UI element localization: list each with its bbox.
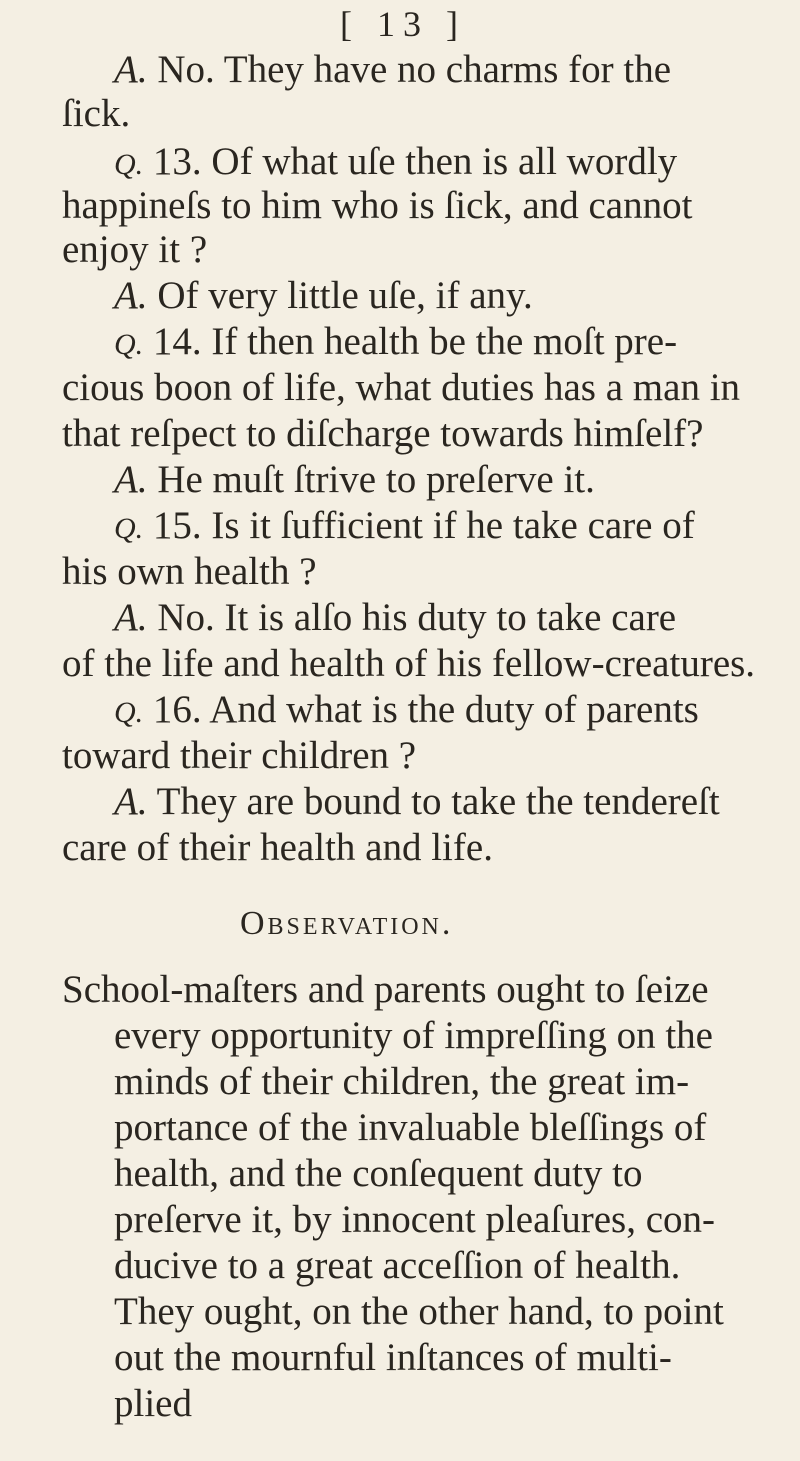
line-text: 15. Is it ſufficient if he take care of [152,504,695,547]
text-line [62,734,416,778]
line-text: minds of their children, the great im- [114,1060,690,1103]
text-line [114,1106,706,1150]
line-text: that reſpect to diſcharge towards himſelf? [62,412,704,455]
text-line [62,412,703,456]
line-text: his own health ? [62,550,317,593]
line-text: enjoy it ? [62,228,208,271]
text-line [114,1244,680,1288]
line-text: every opportunity of impreſſing on the [114,1014,713,1057]
line-text: No. They have no charms for the [157,48,672,91]
text-line [114,688,699,735]
line-text: portance of the invaluable bleſſings of [114,1106,707,1149]
text-line [114,780,720,824]
line-text: School-maſters and parents ought to ſeize [62,968,709,1011]
answer-label: A. [114,48,148,91]
text-line [62,366,740,410]
text-line [62,826,493,870]
line-text: 16. And what is the duty of parents [152,688,699,731]
text-line [62,228,207,272]
section-heading: Observation. [240,905,454,942]
text-line [114,458,595,502]
line-text: happineſs to him who is ſick, and cannot [62,184,693,227]
text-line [114,1382,192,1426]
text-line [62,184,692,228]
text-line [114,1060,689,1104]
line-text: ducive to a great acceſſion of health. [114,1244,681,1287]
text-line [62,92,130,136]
text-line [114,48,671,92]
line-text: 13. Of what uſe then is all wordly [152,140,678,183]
line-text: plied [114,1382,192,1425]
text-line [114,1290,724,1334]
text-line [114,596,676,640]
answer-label: A. [114,274,148,317]
line-text: They ought, on the other hand, to point [114,1290,724,1333]
question-label: Q. [114,328,144,361]
question-label: Q. [114,148,144,181]
line-text: Of very little uſe, if any. [157,274,533,317]
text-line [114,274,533,318]
line-text: toward their children ? [62,734,417,777]
line-text: He muſt ſtrive to preſerve it. [157,458,595,501]
line-text: of the life and health of his fellow-creatures. [62,642,756,685]
line-text: cious boon of life, what duties has a man in [62,366,741,409]
line-text: care of their health and life. [62,826,493,869]
text-line [114,1336,672,1380]
answer-label: A. [114,596,148,639]
answer-label: A. [114,458,148,501]
text-line [114,320,677,367]
text-line [114,1152,643,1196]
page-number: [ 13 ] [340,4,466,44]
line-text: They are bound to take the tendereſt [156,780,720,823]
text-line [62,642,755,686]
question-label: Q. [114,512,144,545]
text-line [114,1014,713,1058]
question-label: Q. [114,696,144,729]
line-text: health, and the conſequent duty to [114,1152,643,1195]
answer-label: A. [114,780,148,823]
text-line [114,140,677,187]
text-line [114,504,695,551]
text-line [62,550,317,594]
line-text: preſerve it, by innocent pleaſures, con- [114,1198,716,1241]
text-line [114,1198,715,1242]
line-text: out the mournful inſtances of multi- [114,1336,672,1379]
line-text: No. It is alſo his duty to take care [157,596,677,639]
text-line [62,968,709,1012]
line-text: 14. If then health be the moſt pre- [152,320,678,363]
line-text: ſick. [62,92,131,135]
